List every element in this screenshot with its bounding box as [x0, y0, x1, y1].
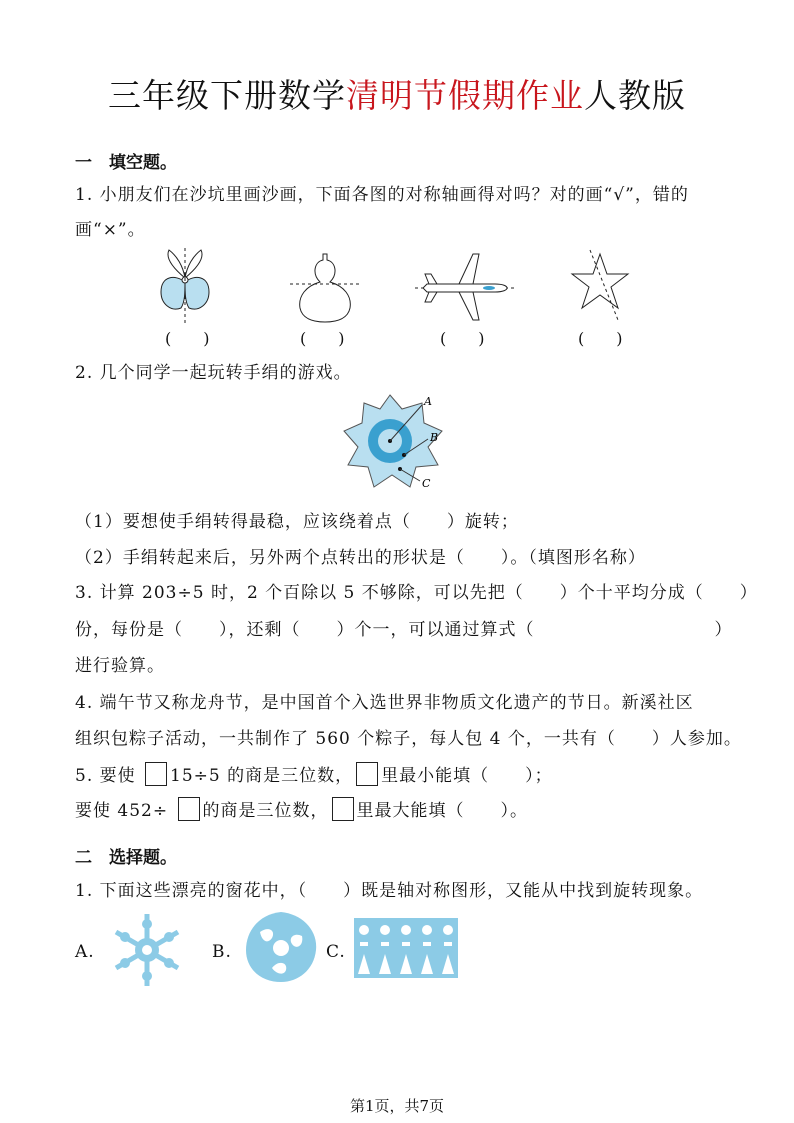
point-c-label: C — [422, 477, 431, 490]
butterfly-figure — [155, 248, 215, 328]
answer-box[interactable] — [356, 762, 378, 786]
q3-line2: 份，每份是（ ），还剩（ ）个一，可以通过算式（ ） — [75, 620, 733, 640]
q5-line1 — [75, 761, 553, 786]
page-title — [0, 70, 794, 117]
handkerchief-figure — [340, 393, 450, 493]
page-footer: 第1页，共7页 — [349, 1097, 445, 1115]
section1-heading: 一 填空题。 — [75, 153, 177, 173]
snowflake-papercut — [110, 910, 184, 990]
q5-l1c: 里最小能填（ ）； — [381, 766, 553, 786]
title-part2: 清明节假期作业 — [346, 76, 584, 115]
q1-answer-b[interactable]: ( ) — [300, 329, 345, 348]
answer-box[interactable] — [145, 762, 167, 786]
s2-q1-text: 1. 下面这些漂亮的窗花中，（ ）既是轴对称图形，又能从中找到旋转现象。 — [75, 881, 704, 901]
answer-box[interactable] — [332, 797, 354, 821]
q5-l1b: 15÷5 的商是三位数， — [170, 766, 354, 786]
q3-line3: 进行验算。 — [75, 656, 165, 676]
q1-answer-c[interactable]: ( ) — [440, 329, 485, 348]
q1-answer-d[interactable]: ( ) — [578, 329, 623, 348]
q5-l1a: 5. 要使 — [75, 766, 136, 786]
q1-answer-a[interactable]: ( ) — [165, 329, 210, 348]
q1-line1: 1. 小朋友们在沙坑里画沙画，下面各图的对称轴画得对吗？对的画“√”，错的 — [75, 185, 689, 205]
q2-sub2: （2）手绢转起来后，另外两个点转出的形状是（ ）。（填图形名称） — [75, 548, 646, 568]
point-a-label: A — [424, 395, 432, 408]
star-figure — [568, 250, 632, 322]
point-b-label: B — [430, 431, 439, 444]
option-a-label[interactable]: A. — [75, 942, 95, 962]
border-papercut — [354, 918, 458, 978]
q2-text: 2. 几个同学一起玩转手绢的游戏。 — [75, 363, 352, 383]
airplane-figure — [415, 250, 515, 322]
q4-line2: 组织包粽子活动，一共制作了 560 个粽子，每人包 4 个，一共有（ ）人参加。 — [75, 729, 742, 749]
q2-sub1: （1）要想使手绢转得最稳，应该绕着点（ ）旋转； — [75, 512, 519, 532]
q4-line1: 4. 端午节又称龙舟节，是中国首个入选世界非物质文化遗产的节日。新溪社区 — [75, 693, 694, 713]
title-part3: 人教版 — [584, 76, 686, 115]
q5-l2b: 的商是三位数， — [202, 801, 329, 821]
option-b-label[interactable]: B. — [212, 942, 232, 962]
q3-line1: 3. 计算 203÷5 时，2 个百除以 5 不够除，可以先把（ ）个十平均分成（ ） — [75, 583, 758, 603]
option-c-label[interactable]: C. — [326, 942, 346, 962]
answer-box[interactable] — [178, 797, 200, 821]
q5-l2a: 要使 452÷ — [75, 801, 169, 821]
q5-l2c: 里最大能填（ ）。 — [356, 801, 529, 821]
title-part1: 三年级下册数学 — [108, 76, 346, 115]
q5-line2 — [75, 796, 528, 821]
q1-line2: 画“×”。 — [75, 220, 146, 240]
gourd-figure — [290, 252, 360, 324]
fish-papercut — [242, 910, 320, 984]
section2-heading: 二 选择题。 — [75, 848, 177, 868]
